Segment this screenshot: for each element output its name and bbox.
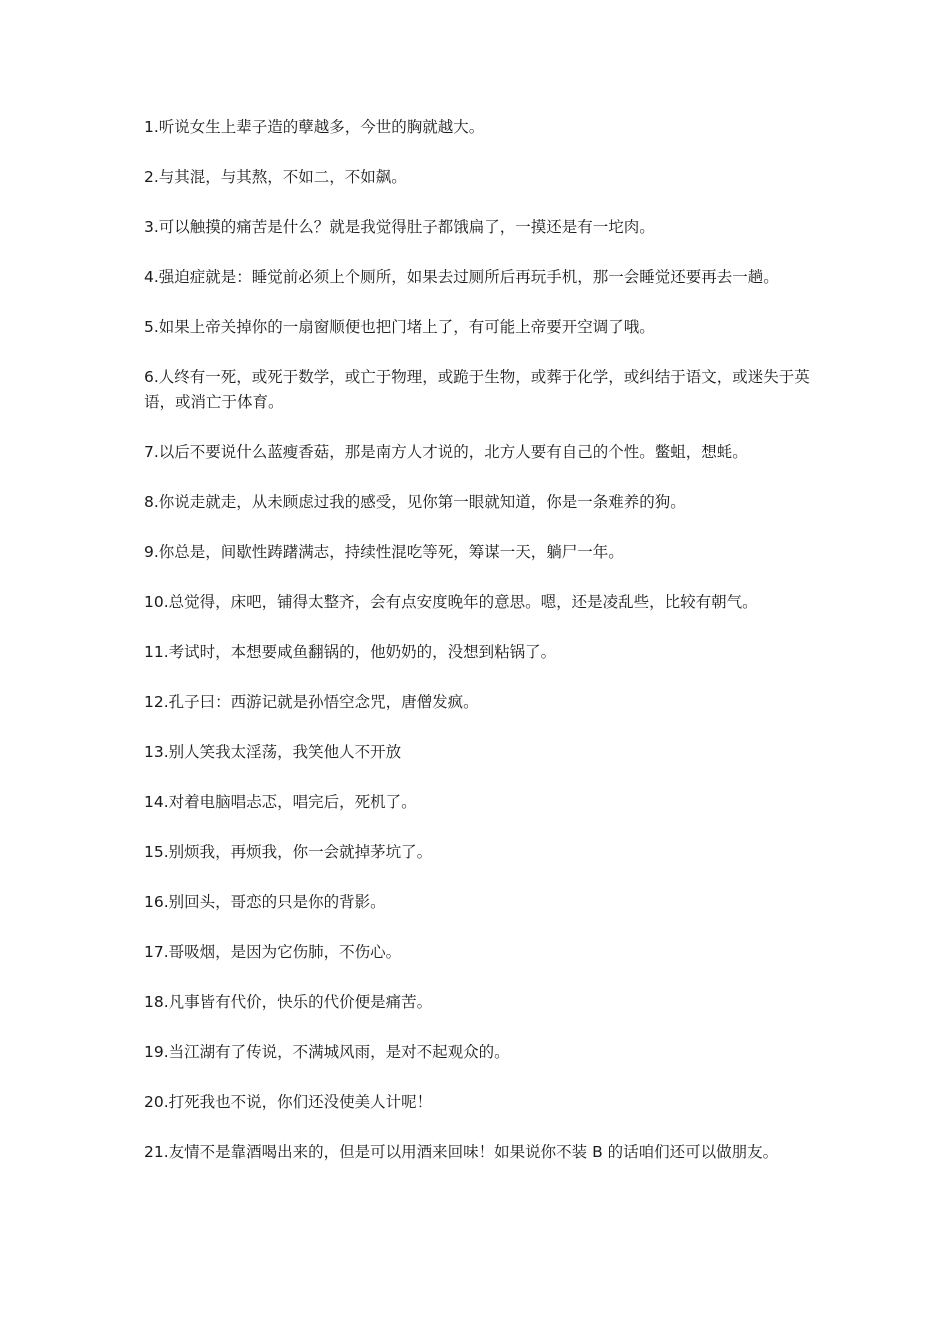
list-item: 1.听说女生上辈子造的孽越多，今世的胸就越大。 bbox=[144, 118, 485, 136]
list-item: 10.总觉得，床吧，铺得太整齐，会有点安度晚年的意思。嗯，还是凌乱些，比较有朝气。 bbox=[144, 593, 758, 611]
list-item: 16.别回头，哥恋的只是你的背影。 bbox=[144, 893, 386, 911]
list-item: 21.友情不是靠酒喝出来的，但是可以用酒来回味！如果说你不装 B 的话咱们还可以做朋友。 bbox=[144, 1143, 779, 1161]
list-item: 19.当江湖有了传说，不满城风雨，是对不起观众的。 bbox=[144, 1043, 510, 1061]
jokes-list bbox=[144, 115, 824, 1190]
list-item: 4.强迫症就是：睡觉前必须上个厕所，如果去过厕所后再玩手机，那一会睡觉还要再去一趟。 bbox=[144, 268, 779, 286]
list-item: 17.哥吸烟，是因为它伤肺，不伤心。 bbox=[144, 943, 402, 961]
list-item: 20.打死我也不说，你们还没使美人计呢！ bbox=[144, 1093, 433, 1111]
list-item: 3.可以触摸的痛苦是什么？就是我觉得肚子都饿扁了，一摸还是有一坨肉。 bbox=[144, 218, 655, 236]
list-item: 7.以后不要说什么蓝瘦香菇，那是南方人才说的，北方人要有自己的个性。鳖蛆，想蚝。 bbox=[144, 443, 748, 461]
list-item: 8.你说走就走，从未顾虑过我的感受，见你第一眼就知道，你是一条难养的狗。 bbox=[144, 493, 686, 511]
list-item: 15.别烦我，再烦我，你一会就掉茅坑了。 bbox=[144, 843, 433, 861]
list-item: 9.你总是，间歇性踌躇满志，持续性混吃等死，筹谋一天，躺尸一年。 bbox=[144, 543, 624, 561]
list-item: 13.别人笑我太淫荡，我笑他人不开放 bbox=[144, 743, 402, 761]
list-item: 12.孔子曰：西游记就是孙悟空念咒，唐僧发疯。 bbox=[144, 693, 479, 711]
list-item: 14.对着电脑唱忐忑，唱完后，死机了。 bbox=[144, 793, 417, 811]
list-item: 18.凡事皆有代价，快乐的代价便是痛苦。 bbox=[144, 993, 433, 1011]
list-item: 11.考试时，本想要咸鱼翻锅的，他奶奶的，没想到粘锅了。 bbox=[144, 643, 557, 661]
list-item: 2.与其混，与其熬，不如二，不如飙。 bbox=[144, 168, 407, 186]
list-item: 5.如果上帝关掉你的一扇窗顺便也把门堵上了，有可能上帝要开空调了哦。 bbox=[144, 318, 655, 336]
list-item: 6.人终有一死，或死于数学，或亡于物理，或跪于生物，或葬于化学，或纠结于语文，或迷失于英语，或消亡于体育。 bbox=[144, 368, 810, 411]
